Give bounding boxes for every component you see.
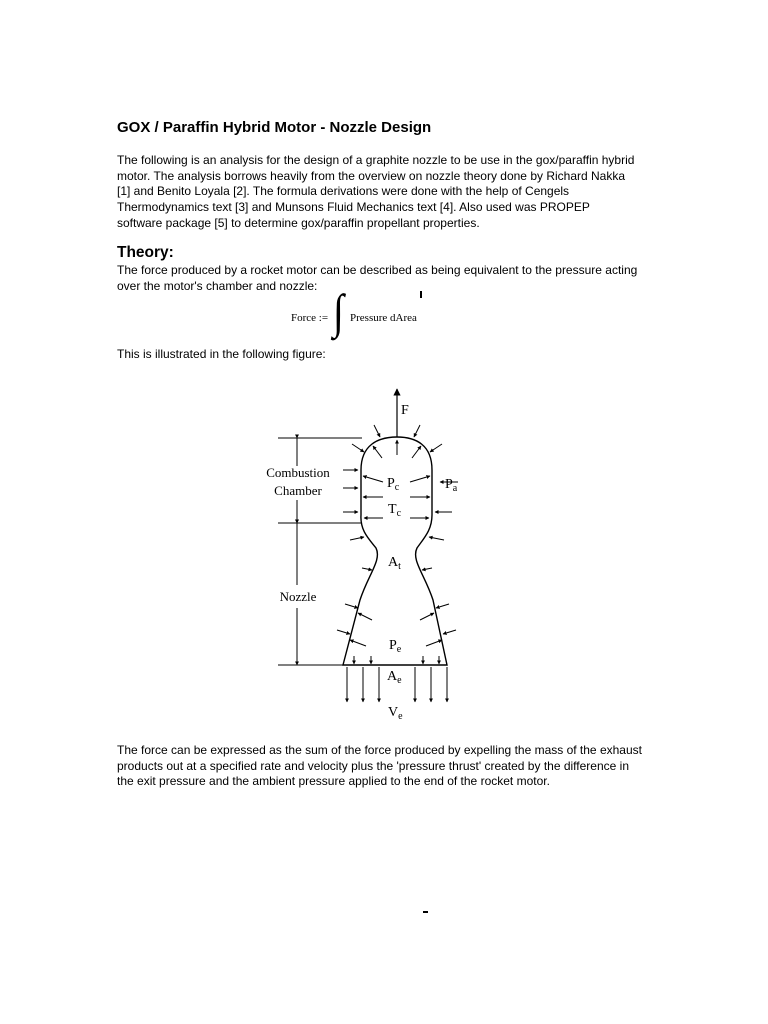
throat-area-label: $A_t$ <box>388 555 401 572</box>
motor-outline <box>343 437 447 665</box>
page-title: GOX / Paraffin Hybrid Motor - Nozzle Design <box>117 119 432 136</box>
chamber-pressure-label: $P_c$ <box>387 476 400 493</box>
ambient-pressure-label: $P_a$ <box>445 477 458 494</box>
equation-rhs: Pressure dArea <box>350 312 417 324</box>
intro-line: The following is an analysis for the design of a graphite nozzle to be use in the gox/paraffin hybrid <box>117 153 635 167</box>
closing-line: The force can be expressed as the sum of the force produced by expelling the mass of the exhaust <box>117 743 642 757</box>
closing-line: products out at a specified rate and velocity plus the 'pressure thrust' created by the difference in <box>117 758 629 773</box>
exit-velocity-label: $V_e$ <box>388 705 403 722</box>
page-dash-mark <box>423 911 428 913</box>
closing-paragraph <box>117 743 657 790</box>
thrust-label: F <box>401 403 409 418</box>
combustion-label-line1: Combustion <box>266 465 330 480</box>
ambient-pressure-arrows <box>337 425 458 634</box>
theory-line: over the motor's chamber and nozzle: <box>117 278 318 293</box>
exit-area-label: $A_e$ <box>387 669 402 686</box>
theory-heading: Theory: <box>117 244 174 261</box>
intro-line: [1] and Benito Loyala [2]. The formula derivations were done with the help of Cengels <box>117 184 570 199</box>
integral-sign: ∫ <box>333 284 344 339</box>
intro-line: motor. The analysis borrows heavily from the overview on nozzle theory done by Richard Nakka <box>117 168 626 183</box>
closing-line: the exit pressure and the ambient pressure applied to the end of the rocket motor. <box>117 774 550 789</box>
combustion-label-line2: Chamber <box>274 483 322 498</box>
exit-pressure-label: $P_e$ <box>389 638 402 655</box>
equation-lhs: Force := <box>291 312 329 324</box>
theory-line: The force produced by a rocket motor can be described as being equivalent to the pressure acting <box>117 263 638 277</box>
intro-line: software package [5] to determine gox/paraffin propellant properties. <box>117 215 480 230</box>
nozzle-label: Nozzle <box>279 589 317 604</box>
internal-pressure-arrows <box>350 440 442 646</box>
chamber-temperature-label: $T_c$ <box>388 502 402 519</box>
figure-intro: This is illustrated in the following figure: <box>117 347 326 361</box>
intro-line: Thermodynamics text [3] and Munsons Fluid Mechanics text [4]. Also used was PROPEP <box>117 200 590 215</box>
exit-plane-arrows <box>354 656 439 664</box>
